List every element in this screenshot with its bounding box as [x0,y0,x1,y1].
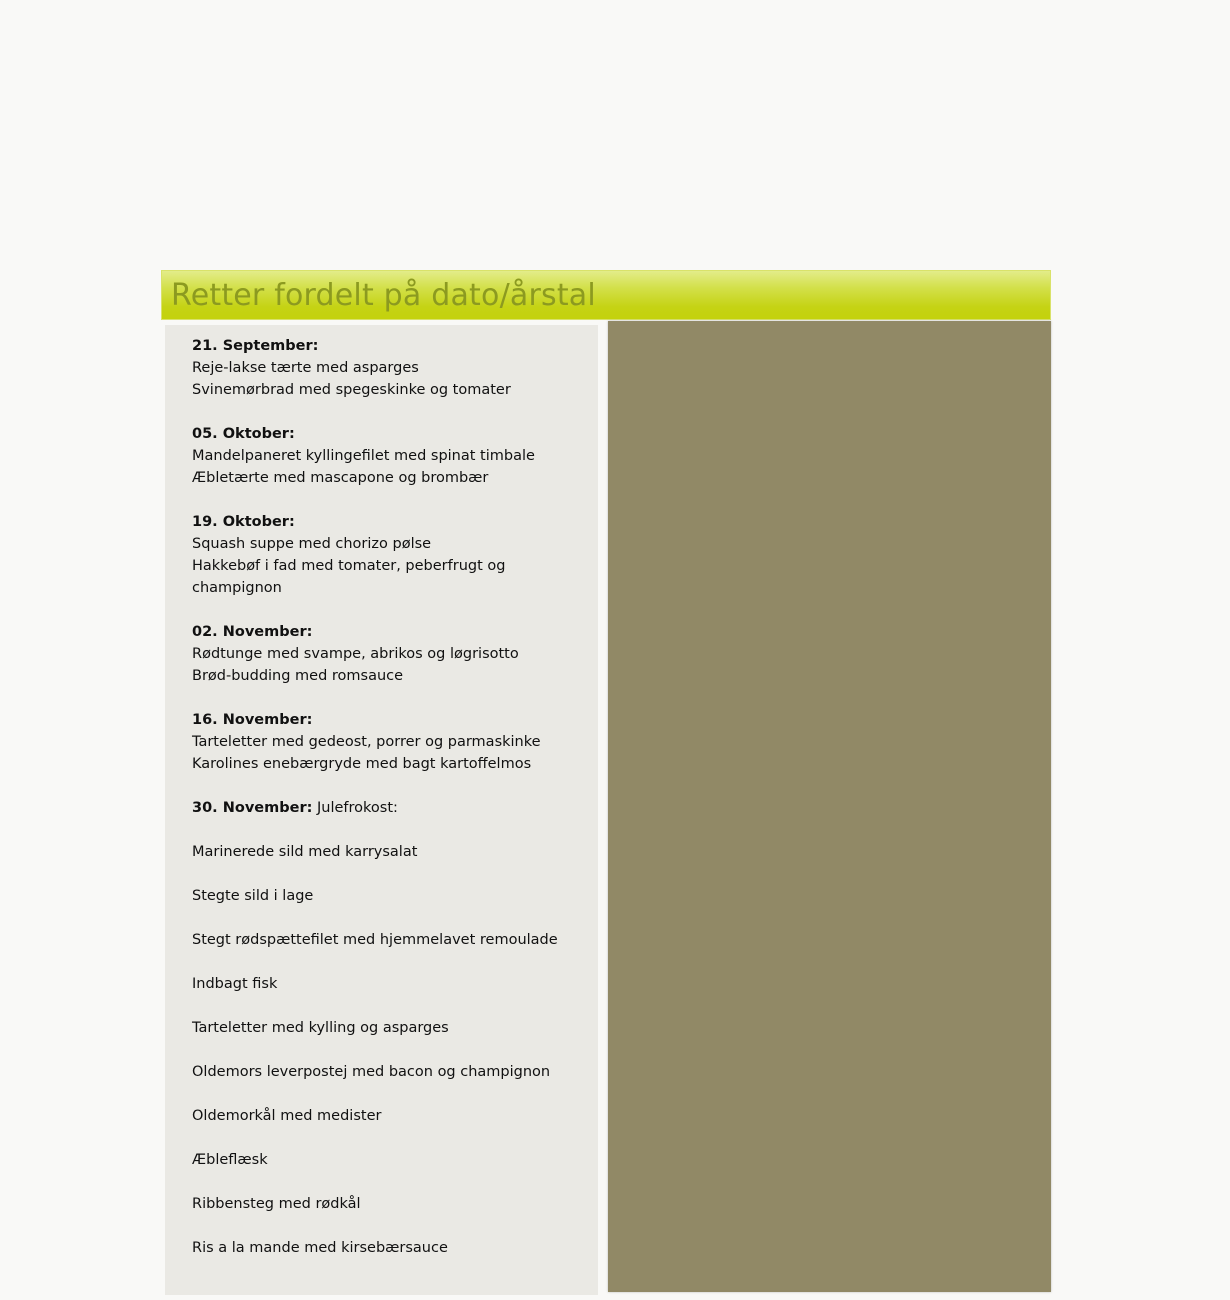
dish-item: Marinerede sild med karrysalat [192,844,418,860]
section-date: 02. November: [192,624,313,640]
section-date: 16. November: [192,712,313,728]
section-date: 19. Oktober: [192,514,295,530]
menu-text [192,335,587,1259]
dish-item: Karolines enebærgryde med bagt kartoffelmos [192,756,532,772]
dish-item: Brød-budding med romsauce [192,668,404,684]
section-date: 30. November: [192,800,313,816]
dish-item: Rødtunge med svampe, abrikos og løgrisotto [192,646,519,662]
menu-section [192,621,587,687]
dish-item: Tarteletter med kylling og asparges [192,1020,449,1036]
dish-item: Æbleflæsk [192,1152,268,1168]
menu-list-panel [165,325,598,1295]
dish-item: Svinemørbrad med spegeskinke og tomater [192,382,511,398]
dish-item: Oldemors leverpostej med bacon og champignon [192,1064,551,1080]
dish-item: Indbagt fisk [192,976,278,992]
dish-item: Stegte sild i lage [192,888,314,904]
dish-item: Tarteletter med gedeost, porrer og parmaskinke [192,734,541,750]
julefrokost-title: Julefrokost: [312,800,398,816]
dish-item: Reje-lakse tærte med asparges [192,360,419,376]
page-title: Retter fordelt på dato/årstal [171,278,596,313]
image-placeholder-panel [608,321,1051,1292]
section-date: 05. Oktober: [192,426,295,442]
menu-section [192,709,587,775]
dish-item: Hakkebøf i fad med tomater, peberfrugt og champignon [192,558,506,596]
dish-item: Stegt rødspættefilet med hjemmelavet remoulade [192,932,558,948]
julefrokost-section [192,797,587,1259]
dish-item: Æbletærte med mascapone og brombær [192,470,489,486]
dish-item: Squash suppe med chorizo pølse [192,536,432,552]
section-date: 21. September: [192,338,319,354]
menu-section [192,511,587,599]
header-bar [161,270,1051,320]
dish-item: Ribbensteg med rødkål [192,1196,361,1212]
dish-item: Ris a la mande med kirsebærsauce [192,1240,448,1256]
dish-item: Mandelpaneret kyllingefilet med spinat timbale [192,448,535,464]
menu-section [192,335,587,401]
menu-section [192,423,587,489]
julefrokost-heading [192,797,587,819]
dish-item: Oldemorkål med medister [192,1108,382,1124]
